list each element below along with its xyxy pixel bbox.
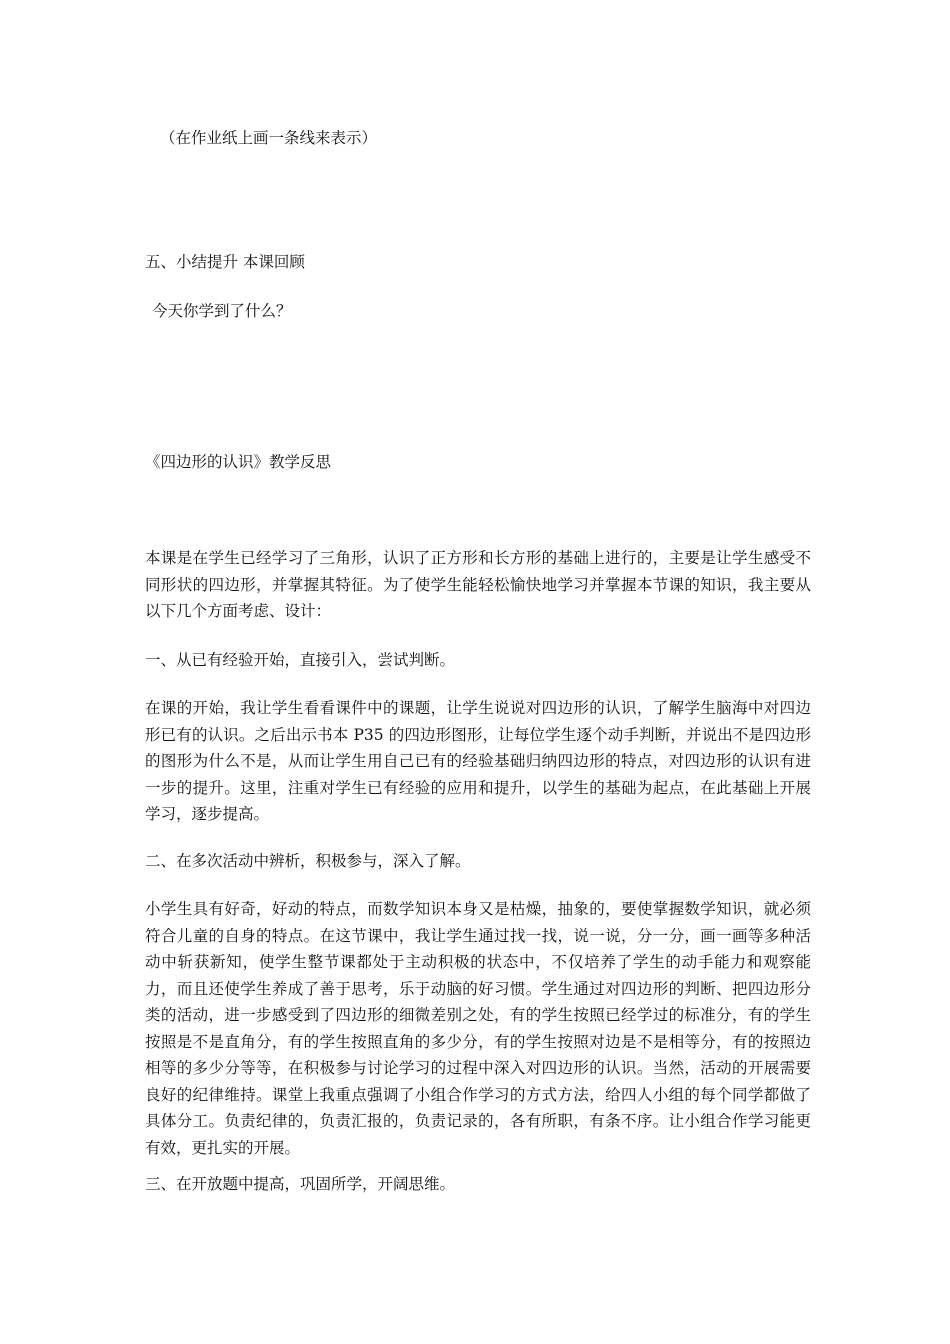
reflection-title: 《四边形的认识》教学反思 [145, 453, 332, 471]
section5-question: 今天你学到了什么？ [152, 302, 292, 320]
point1-heading: 一、从已有经验开始，直接引入，尝试判断。 [145, 651, 456, 669]
point1-paragraph: 在课的开始，我让学生看看课件中的课题，让学生说说对四边形的认识，了解学生脑海中对四边形已有的认识。之后出示书本 P35 的四边形图形，让每位学生逐个动手判断，并说出不是四边形的图形为什么不是，从而让学生用自己已有的经验基础归纳四边形的特点，对四边形的认识有进一步的提升。这里，注重对学生已有经验的应用和提升，以学生的基础为起点，在此基础上开展学习，逐步提高。 [145, 699, 811, 823]
section5-heading: 五、小结提升 本课回顾 [145, 253, 305, 271]
point2-heading: 二、在多次活动中辨析，积极参与，深入了解。 [145, 852, 471, 870]
point3-heading: 三、在开放题中提高，巩固所学，开阔思维。 [145, 1175, 456, 1193]
intro-paragraph: 本课是在学生已经学习了三角形，认识了正方形和长方形的基础上进行的，主要是让学生感受不同形状的四边形，并掌握其特征。为了使学生能轻松愉快地学习并掌握本节课的知识，我主要从以下几个方面考虑、设计： [145, 549, 811, 620]
note-text: （在作业纸上画一条线来表示） [160, 129, 378, 147]
point2-paragraph: 小学生具有好奇，好动的特点，而数学知识本身又是枯燥，抽象的，要使掌握数学知识，就必须符合儿童的自身的特点。在这节课中，我让学生通过找一找，说一说，分一分，画一画等多种活动中斩获新知，使学生整节课都处于主动积极的状态中，不仅培养了学生的动手能力和观察能力，而且还使学生养成了善于思考，乐于动脑的好习惯。学生通过对四边形的判断、把四边形分类的活动，进一步感受到了四边形的细微差别之处，有的学生按照已经学过的标准分，有的学生按照是不是直角分，有的学生按照直角的多少分，有的学生按照对边是不是相等分，有的按照边相等的多少分等等，在积极参与讨论学习的过程中深入对四边形的认识。当然，活动的开展需要良好的纪律维持。课堂上我重点强调了小组合作学习的方式方法，给四人小组的每个同学都做了具体分工。负责纪律的，负责汇报的，负责记录的，各有所职，有条不序。让小组合作学习能更有效，更扎实的开展。 [145, 900, 811, 1157]
